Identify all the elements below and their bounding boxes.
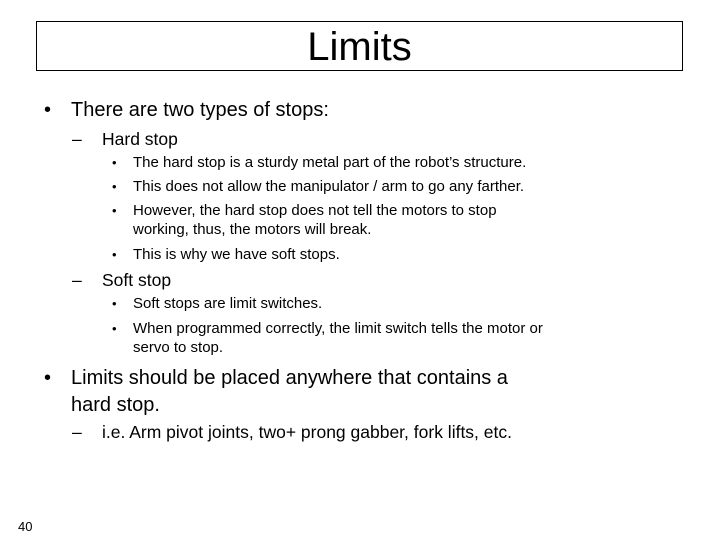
- detail-text-line1: However, the hard stop does not tell the motors to stop: [133, 202, 497, 219]
- detail-text-line1: When programmed correctly, the limit switch tells the motor or: [133, 320, 543, 337]
- bullet-marker: •: [112, 203, 117, 218]
- bullet-marker: •: [112, 296, 117, 311]
- detail-text: This is why we have soft stops.: [133, 246, 340, 263]
- detail-text: The hard stop is a sturdy metal part of the robot’s structure.: [133, 154, 527, 171]
- slide-title-box: [36, 21, 683, 71]
- detail-text-line2: servo to stop.: [133, 339, 224, 356]
- dash-marker: –: [72, 270, 82, 290]
- bullet-marker: •: [112, 155, 117, 170]
- bullet-text: There are two types of stops:: [71, 99, 329, 121]
- sub-bullet-text: Soft stop: [102, 270, 172, 290]
- detail-text: This does not allow the manipulator / arm to go any farther.: [133, 178, 525, 195]
- detail-text: Soft stops are limit switches.: [133, 295, 323, 312]
- page-number: 40: [18, 519, 33, 534]
- sub-bullet-text: Hard stop: [102, 129, 178, 149]
- bullet-marker: •: [112, 247, 117, 262]
- bullet-marker: •: [112, 321, 117, 336]
- detail-text-line2: working, thus, the motors will break.: [133, 221, 372, 238]
- bullet-marker: •: [112, 179, 117, 194]
- sub-bullet-text: i.e. Arm pivot joints, two+ prong gabber, fork lifts, etc.: [102, 422, 512, 442]
- bullet-text-line1: Limits should be placed anywhere that contains a: [71, 367, 508, 389]
- dash-marker: –: [72, 129, 82, 149]
- slide-title: Limits: [307, 25, 412, 69]
- dash-marker: –: [72, 422, 82, 442]
- bullet-marker: •: [44, 99, 52, 121]
- bullet-marker: •: [44, 367, 52, 389]
- bullet-text-line2: hard stop.: [71, 394, 160, 416]
